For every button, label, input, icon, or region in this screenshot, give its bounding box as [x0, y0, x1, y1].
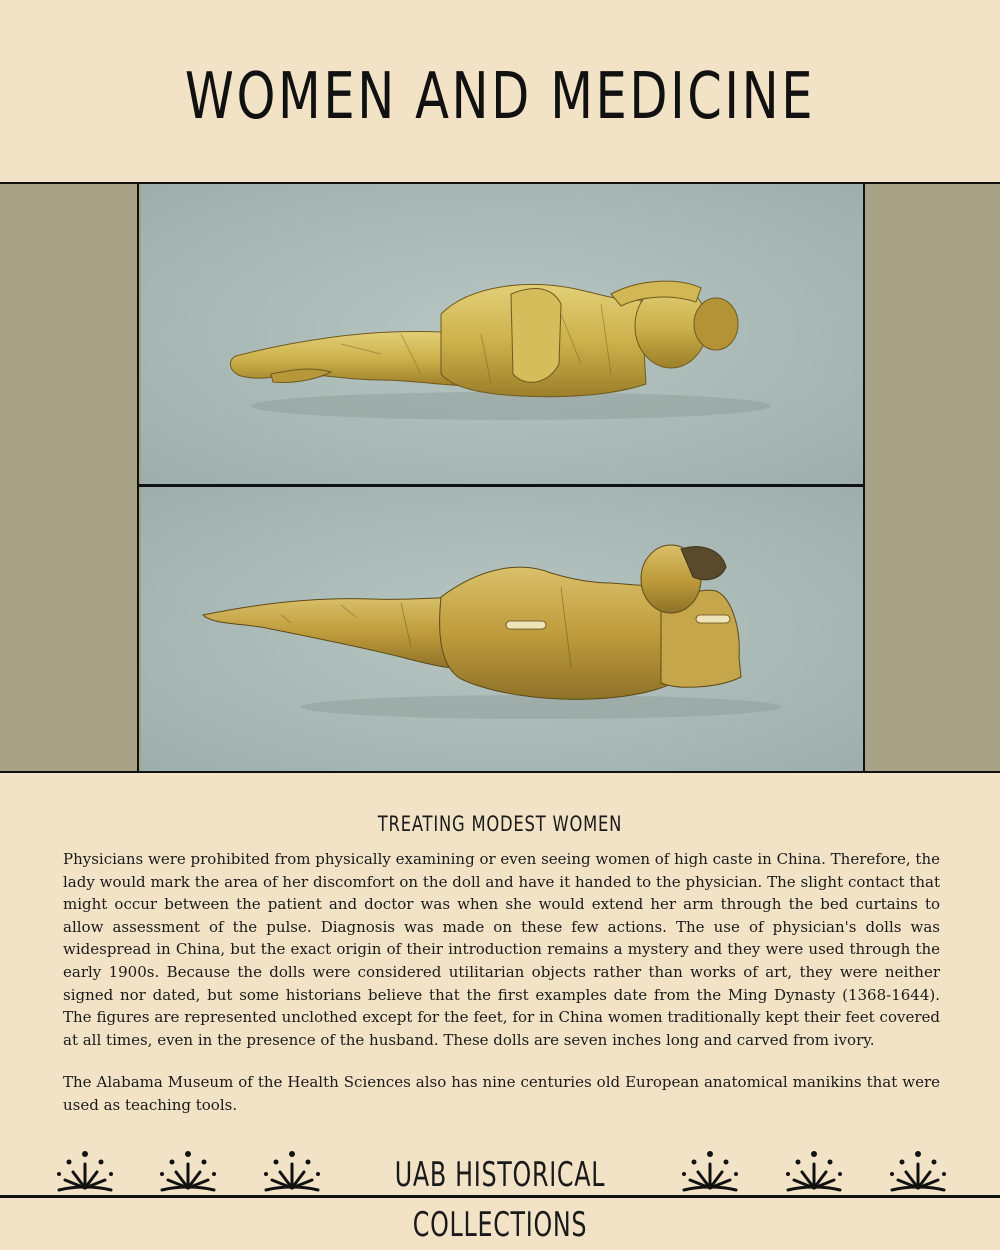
- ivory-doll-top-illustration: [141, 184, 863, 484]
- caption-heading: TREATING MODEST WOMEN: [377, 812, 623, 836]
- ivory-doll-top-photo: [141, 184, 863, 484]
- sprout-icon: [158, 1148, 218, 1194]
- sprout-icon: [784, 1148, 844, 1194]
- caption-paragraph: Physicians were prohibited from physically examining or even seeing women of high caste in China. Therefore, the lady would mark the area of her discomfort on the doll and have it handed to the physician. The slight contact that might occur between the patient and doctor was when she would extend her arm through the bed curtains to allow assessment of the pulse. Diagnosis was made on these few actions. The use of physician's dolls was widespread in China, but the exact origin of their introduction remains a mystery and they were used through the early 1900s. Because the dolls were considered utilitarian objects rather than works of art, they were neither signed nor dated, but some historians believe that the first examples date from the Ming Dynasty (1368-1644). The figures are represented unclothed except for the feet, for in China women traditionally kept their feet covered at all times, even in the presence of the husband. These dolls are seven inches long and carved from ivory.: [63, 850, 940, 1049]
- photo-band: [0, 182, 1000, 773]
- sprout-icon: [55, 1148, 115, 1194]
- footer-label: UAB HISTORICAL COLLECTIONS: [394, 1155, 606, 1245]
- footer-rule: [0, 1195, 1000, 1198]
- sprout-icon: [888, 1148, 948, 1194]
- sprout-icon: [680, 1148, 740, 1194]
- caption-body: [63, 848, 940, 1137]
- left-side-panel: [0, 184, 139, 771]
- ivory-doll-side-photo: [141, 487, 863, 771]
- page-title: WOMEN AND MEDICINE: [184, 60, 816, 134]
- caption-paragraph: The Alabama Museum of the Health Sciences also has nine centuries old European anatomical manikins that were used as teaching tools.: [63, 1073, 940, 1114]
- ivory-doll-side-illustration: [141, 487, 863, 771]
- sprout-icon: [262, 1148, 322, 1194]
- right-side-panel: [863, 184, 1000, 771]
